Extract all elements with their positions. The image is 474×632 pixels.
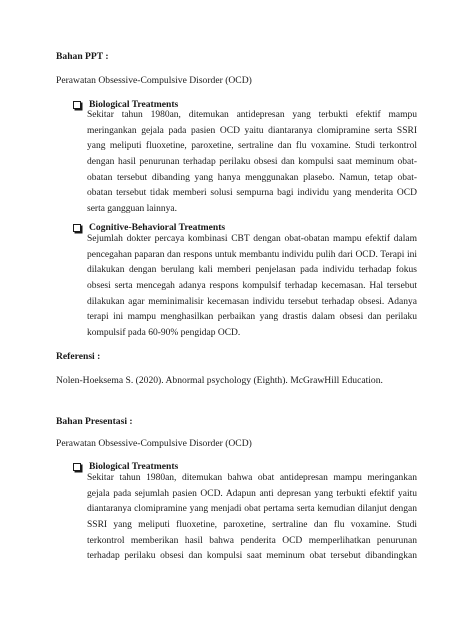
paragraph-line: terhadap perilaku obsesi dan kompulsi saat meminum obat tersebut dibandingkan (87, 551, 417, 562)
paragraph-line: meringankan gejala pada pasien OCD yaitu diantaranya clomipramine serta SSRI (87, 125, 417, 136)
bullet-title: Biological Treatments (89, 461, 179, 472)
paragraph-line: Sekitar tahun 1980an, ditemukan bahwa obat antidepresan mampu meringankan (87, 473, 417, 483)
paragraph-line: obatan tersebut dibanding yang hanya menggunakan plasebo. Namun, tetap obat- (87, 172, 417, 183)
bullet-title: Biological Treatments (89, 99, 179, 110)
paragraph-line: Sekitar tahun 1980an, ditemukan antidepresan yang terbukti efektif mampu (87, 110, 417, 120)
paragraph-line: yang meliputi fluoxetine, paroxetine, sertraline dan flu voxamine. Studi terkontrol (87, 141, 417, 152)
paragraph-line: serta gangguan lainnya. (87, 204, 177, 215)
section1-heading: Bahan PPT : (56, 51, 109, 62)
paragraph-line: terkontrol memberikan hasil bahwa penderita OCD memperlihatkan penurunan (87, 535, 417, 546)
paragraph-biological-treatments (87, 108, 417, 218)
paragraph-line: dilakukan dengan berulang kali memberi penjelasan pada individu terhadap fokus (87, 265, 417, 276)
paragraph-biological-treatments-2 (87, 471, 417, 565)
paragraph-line: Sejumlah dokter percaya kombinasi CBT dengan obat-obatan mampu efektif dalam (87, 234, 417, 244)
checkbox-bullet-icon (73, 224, 81, 232)
paragraph-line: kompulsif pada 60-90% pengidap OCD. (87, 328, 241, 339)
paragraph-line: SSRI yang meliputi fluoxetine, paroxetine, sertraline dan flu voxamine. Studi (87, 520, 417, 531)
paragraph-line: gejala pada sejumlah pasien OCD. Adapun anti depresan yang terbukti efektif yaitu (87, 488, 417, 499)
section1-subtitle: Perawatan Obsessive-Compulsive Disorder (OCD) (56, 75, 252, 86)
bullet-title: Cognitive-Behavioral Treatments (89, 222, 226, 233)
section2-heading: Bahan Presentasi : (56, 416, 133, 427)
section2-subtitle: Perawatan Obsessive-Compulsive Disorder (OCD) (56, 438, 252, 449)
paragraph-line: dengan hasil penurunan terhadap perilaku obsesi dan kompulsi saat meminum obat- (87, 157, 417, 168)
references-heading: Referensi : (56, 351, 101, 362)
paragraph-line: obatan tersebut tidak memberi solusi sempurna bagi individu yang menderita OCD (87, 188, 417, 199)
paragraph-cognitive-behavioral-treatments (87, 232, 417, 342)
paragraph-line: pencegahan paparan dan respons untuk membantu individu pulih dari OCD. Terapi ini (87, 249, 417, 260)
checkbox-bullet-icon (73, 101, 81, 109)
paragraph-line: terapi ini mampu menghasilkan perbaikan yang drastis dalam obsesi dan perilaku (87, 312, 417, 323)
reference-entry: Nolen-Hoeksema S. (2020). Abnormal psychology (Eighth). McGrawHill Education. (56, 375, 383, 386)
checkbox-bullet-icon (73, 463, 81, 471)
paragraph-line: obsesi serta mencegah adanya respons kompulsif terhadap kecemasan. Hal tersebut (87, 281, 417, 292)
paragraph-line: dilakukan agar meminimalisir kecemasan individu tersebut terhadap obsesi. Adanya (87, 296, 417, 307)
paragraph-line: diantaranya clomipramine yang menjadi obat pertama serta kemudian dilanjut dengan (87, 504, 417, 515)
